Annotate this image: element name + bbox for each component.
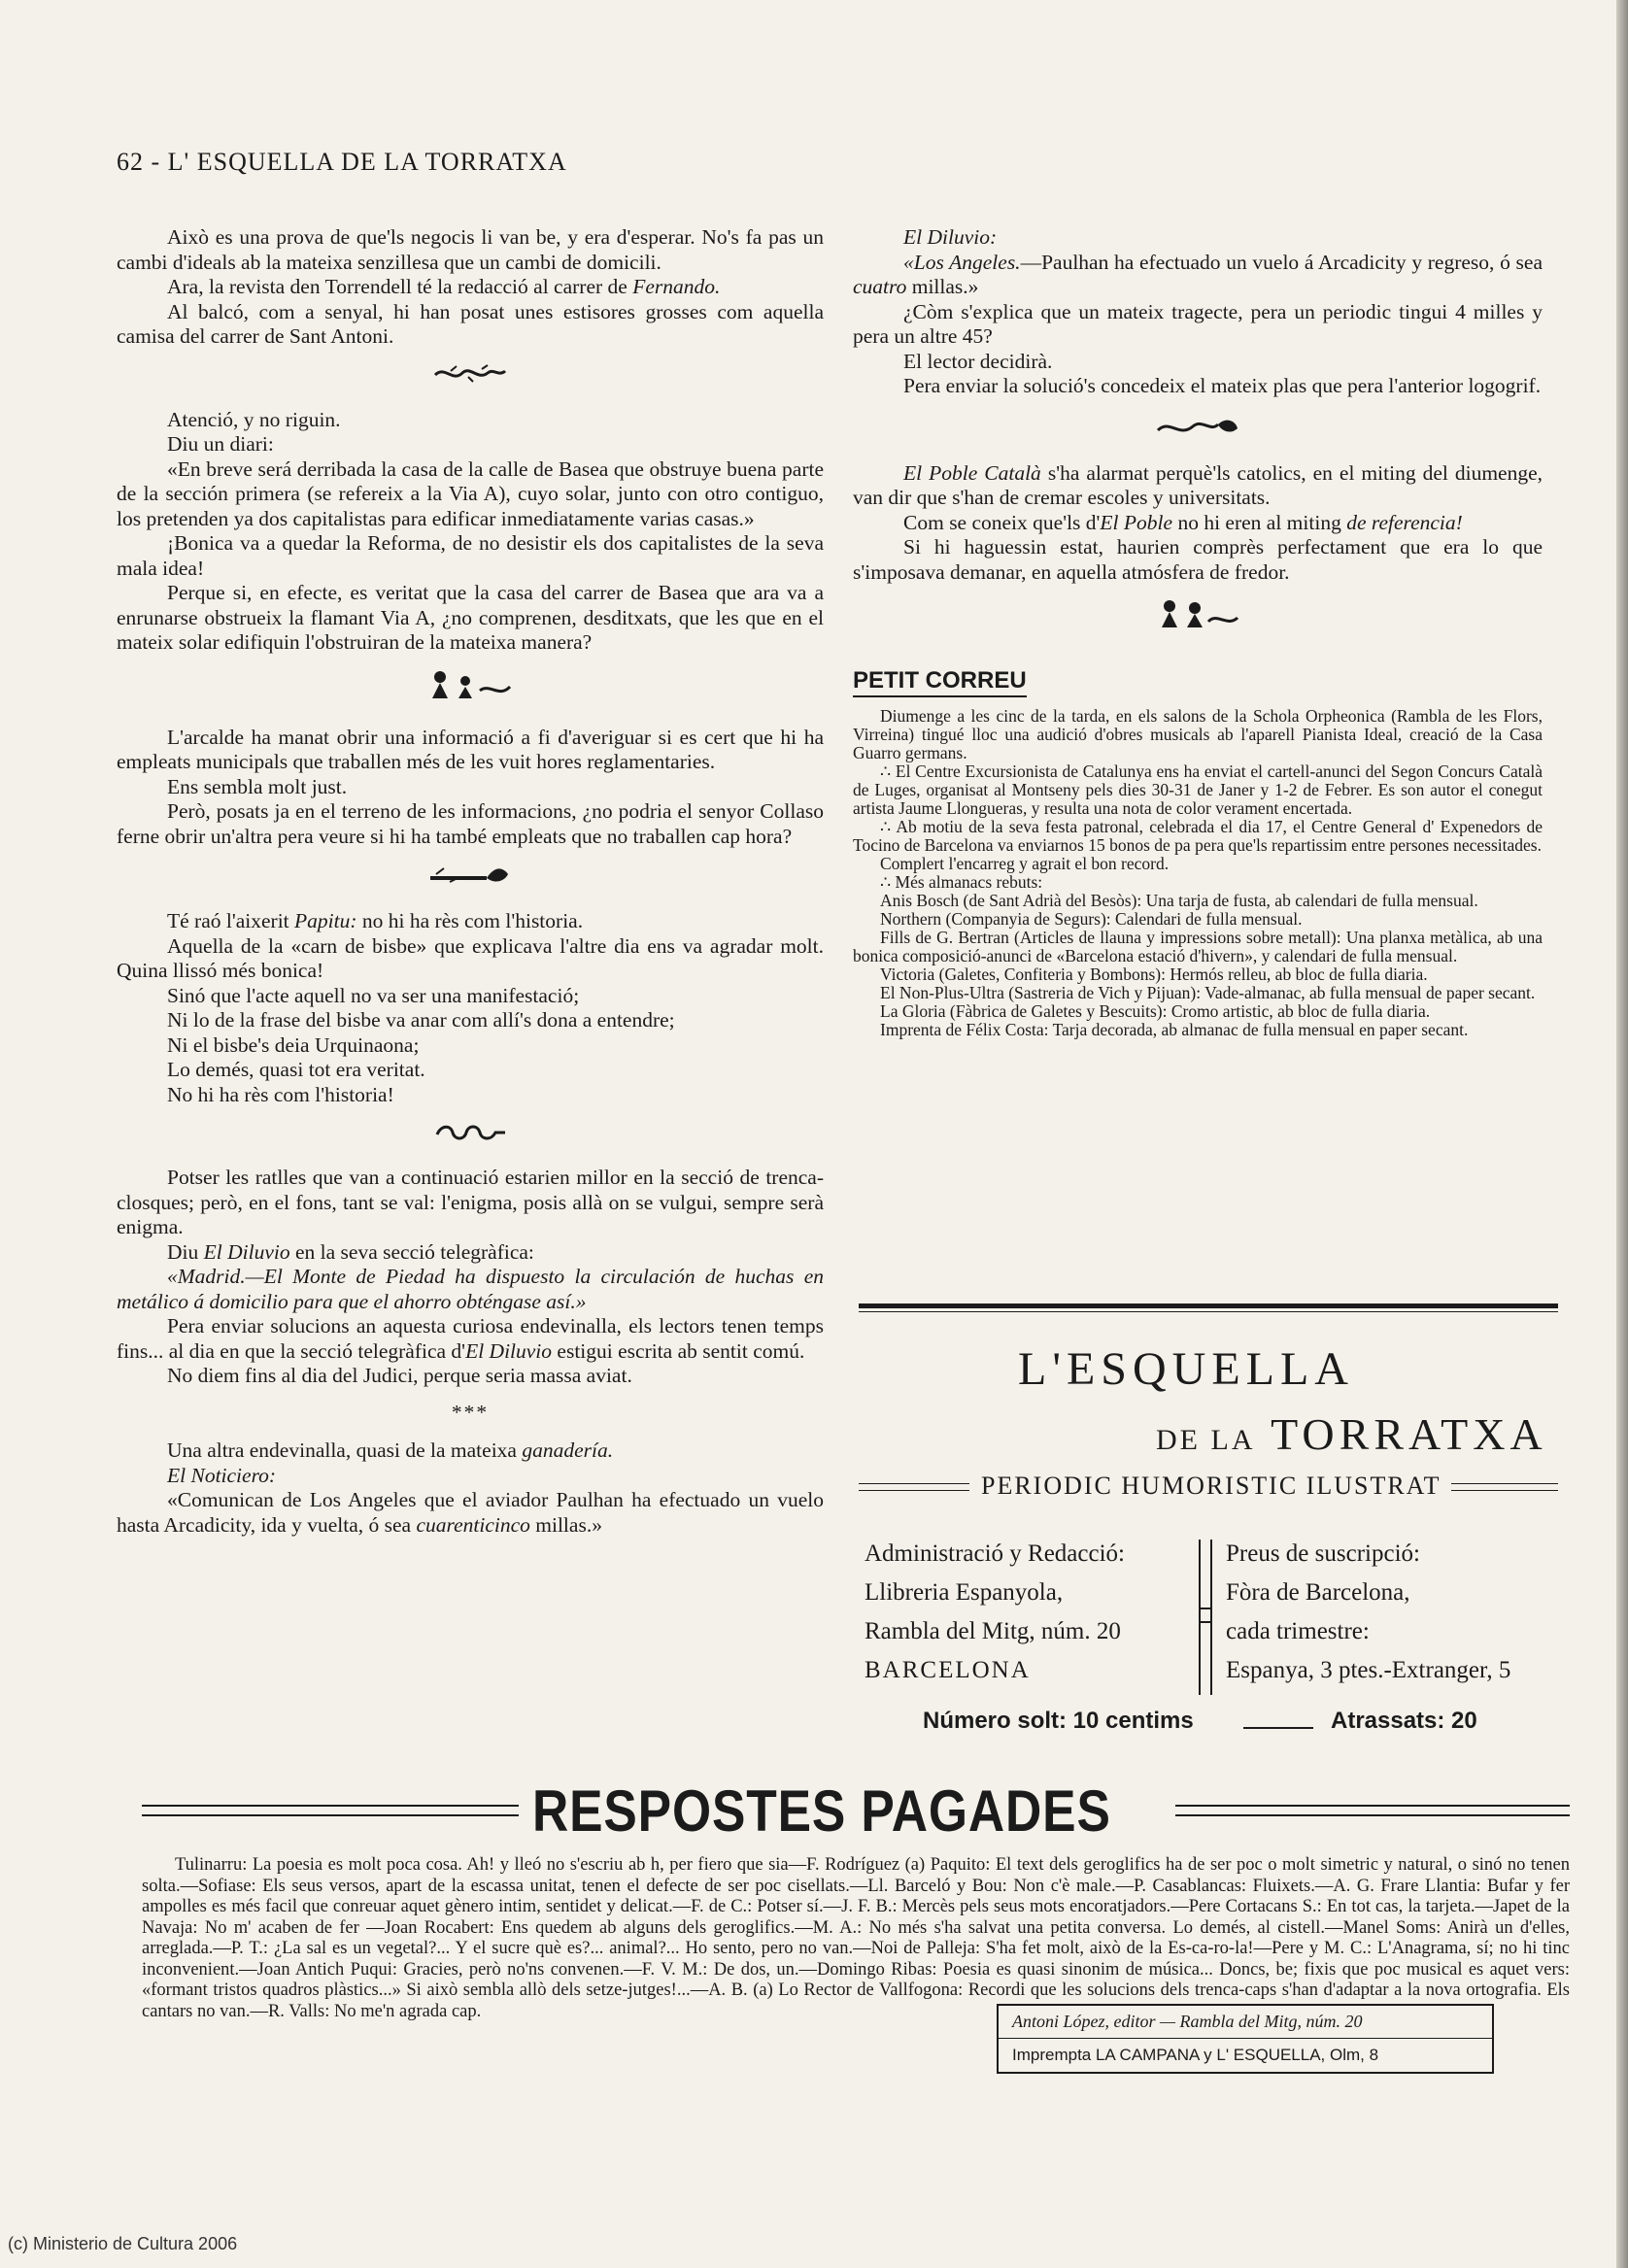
list-item: ∴ Ab motiu de la seva festa patronal, celebrada el dia 17, el Centre General d' Expenedors de Tocino de Barcelona va enviarnos 15 bonos de pa pera que'ls repartissim entre persones necessitades. — [853, 816, 1543, 855]
price-separator — [1243, 1727, 1313, 1729]
verse-line: Lo demés, quasi tot era veritat. — [167, 1058, 425, 1081]
paragraph: Però, posats ja en el terreno de les informacions, ¿no podria el senyor Collaso ferne obrir un'altra pera veure si hi ha també empleats que no traballen cap hora? — [117, 799, 824, 848]
paragraph: El lector decidirà. — [903, 349, 1053, 373]
paragraph: Aquella de la «carn de bisbe» que explicava l'altre dia ens va agradar molt. Quina llissó més bonica! — [117, 933, 824, 982]
masthead-double-rule — [859, 1483, 969, 1491]
back-issue-price: Atrassats: 20 — [1331, 1708, 1477, 1734]
verse-line: Sinó que l'acte aquell no va ser una manifestació; — [167, 983, 580, 1007]
ornament-figures — [426, 669, 514, 702]
asterism: *** — [451, 1400, 490, 1424]
paragraph: Diu un diari: — [167, 432, 274, 456]
list-item: Anis Bosch (de Sant Adrià del Besòs): Una tarja de fusta, ab calendari de fulla mensual. — [880, 890, 1478, 910]
paragraph: Potser les ratlles que van a continuació estarien millor en la secció de trenca-closques; però, en el fons, tant se val: l'enigma, posis allà on se vulgui, sempre serà enigma. — [117, 1166, 824, 1238]
paragraph: Pera enviar la solució's concedeix el mateix plas que pera l'anterior logogrif. — [903, 374, 1542, 397]
verse-line: Ni lo de la frase del bisbe va anar com allí's dona a entendre; — [167, 1008, 675, 1032]
list-item: Fills de G. Bertran (Articles de llauna y impressions sobre metall): Una planxa metàlica, ab una bonica composició-anunci de «Barcelona estació d'hivern», y calendari de fulla mensual. — [853, 927, 1543, 965]
paragraph: «Madrid.—El Monte de Piedad ha dispuesto la circulación de huchas en metálico á domicilio para que el ahorro obténgase así.» — [117, 1265, 824, 1313]
paragraph: Això es una prova de que'ls negocis li van be, y era d'esperar. No's fa pas un cambi d'ideals ab la mateixa senzillesa que un cambi de domicili. — [117, 225, 824, 274]
section-title-respostes-pagades: RESPOSTES PAGADES — [532, 1778, 1111, 1844]
ornament-divider — [431, 363, 509, 385]
masthead-double-rule — [1451, 1483, 1558, 1491]
masthead-subtitle: PERIODIC HUMORISTIC ILUSTRAT — [981, 1472, 1441, 1500]
divider-bar — [1199, 1540, 1212, 1695]
paragraph: Atenció, y no riguin. — [167, 407, 341, 431]
editor-line: Antoni López, editor — Rambla del Mitg, núm. 20 — [1012, 2012, 1363, 2031]
paragraph: Diu El Diluvio en la seva secció telegràfica: — [167, 1239, 534, 1264]
verse-line: No hi ha rès com l'historia! — [167, 1082, 394, 1106]
paragraph: «En breve será derribada la casa de la calle de Basea que obstruye buena parte de la sección primera (se refereix a la Via A), cuyo solar, junto con otro contiguo, los pretenden ya dos capitalistas para edificar inmediatamente varias casas.» — [117, 457, 824, 530]
paragraph: Al balcó, com a senyal, hi han posat unes estisores grosses com aquella camisa del carrer de Sant Antoni. — [117, 299, 824, 348]
paragraph: Ara, la revista den Torrendell té la redacció al carrer de Fernando. — [167, 275, 721, 298]
ornament-divider — [1154, 413, 1241, 438]
masthead-title: L'ESQUELLA — [1018, 1343, 1354, 1395]
paragraph: Una altra endevinalla, quasi de la mateixa ganadería. — [167, 1439, 614, 1462]
list-item: Victoria (Galetes, Confiteria y Bombons): Hermós relleu, ab bloc de fulla diaria. — [880, 964, 1428, 984]
list-item: El Non-Plus-Ultra (Sastreria de Vich y Pijuan): Vade-almanac, ab fulla mensual de paper secant. — [880, 982, 1536, 1002]
paragraph: ¡Bonica va a quedar la Reforma, de no desistir els dos capitalistes de la seva mala idea! — [117, 531, 824, 580]
paragraph: El Poble Català s'ha alarmat perquè'ls catolics, en el miting del diumenge, van dir que s'han de cremar escoles y universitats. — [853, 460, 1543, 509]
heading-double-rule — [142, 1805, 519, 1816]
list-item: Northern (Companyia de Segurs): Calendari de fulla mensual. — [880, 908, 1303, 929]
masthead-title-line2: DE LA TORRATXA — [1156, 1409, 1547, 1459]
paragraph: No diem fins al dia del Judici, perque seria massa aviat. — [167, 1364, 632, 1387]
paragraph: ¿Còm s'explica que un mateix tragecte, pera un periodic tingui 4 milles y pera un altre 45? — [853, 299, 1543, 348]
page-edge-shadow — [1616, 0, 1628, 2268]
ornament-divider — [431, 1121, 509, 1142]
paragraph: Pera enviar solucions an aquesta curiosa endevinalla, els lectors tenen temps fins... al dia en que la secció telegràfica d'El Diluvio estigui escrita ab sentit comú. — [117, 1314, 824, 1363]
paragraph: Té raó l'aixerit Papitu: no hi ha rès com l'historia. — [167, 909, 584, 932]
list-item: ∴ El Centre Excursionista de Catalunya ens ha enviat el cartell-anunci del Segon Concurs Català de Luges, organisat al Montseny pels dies 30-31 de Janer y 1-2 de Febrer. Es son autor el conegut artista Jaume Llongueras, y resulta una nota de color verament encertada. — [853, 761, 1543, 818]
ornament-figures — [1154, 598, 1241, 631]
imprint-box — [997, 2004, 1494, 2074]
responses-text: Tulinarru: La poesia es molt poca cosa. Ah! y lleó no s'escriu ab h, per fiero que sia—F. Rodríguez (a) Paquito: El text dels geroglifics ha de ser poc o molt simetric y natural, o sinó no tenen solta.—Sofiase: Els seus versos, apart de la escassa unitat, tenen el defecte de ser poc cisellats.—Ll. Barceló y Bou: Non c'è male.—P. Casablancas: Fluixets.—A. G. Frare Llantia: Bufar y fer ampolles es més facil que conreuar aquet gènero intim, sentidet y delicat.—F. de C.: Potser sí.—J. F. B.: Mercès pels seus mots encoratjadors.—Pere Cortacans S.: En tot cas, la tarjeta.—Japet de la Navaja: No m' acaben de fer —Joan Rocabert: Ens quedem ab alguns dels geroglifics.—M. A.: No més s'ha salvat una petita conversa. Lo demés, al cistell.—Manel Soms: Anirà un d'elles, arreglada.—P. T.: ¿La sal es un vegetal?... Y el sucre què es?... animal?... Ho sento, pero no van.—Noi de Palleja: S'ha fet molt, això de la Es-ca-ro-la!—Pere y M. C.: L'Anagrama, sí; no hi tinc inconvenient.—Joan Antich Puqui: Gracies, però no'ns convenen.—F. V. M.: De dos, un.—Domingo Ribas: Poesia es quasi sinonim de música... Doncs, be; fixis que poc musical es aquet vers: «formant tristos quadros plàstics...» Si això sembla allò dels setze-jutges!...—A. B. (a) Lo Rector de Vallfogona: Recordi que les solucions dels trenca-caps s'han d'adaptar a la nova ortografia. Els cantars no van.—R. Valls: No me'n agrada cap. — [142, 1855, 1570, 2021]
paragraph: L'arcalde ha manat obrir una informació a fi d'averiguar si es cert que hi ha empleats municipals que traballen més de les vuit hores reglamentaries. — [117, 725, 824, 773]
paragraph: El Noticiero: — [167, 1463, 277, 1487]
heading-double-rule — [1175, 1805, 1570, 1816]
paragraph: «Los Angeles.—Paulhan ha efectuado un vuelo á Arcadicity y regreso, ó sea cuatro millas.» — [853, 250, 1543, 298]
paragraph: «Comunican de Los Angeles que el aviador Paulhan ha efectuado un vuelo hasta Arcadicity, ida y vuelta, ó sea cuarenticinco millas.» — [117, 1488, 824, 1537]
list-item: Complert l'encarreg y agrait el bon record. — [880, 853, 1170, 873]
verse-line: Ni el bisbe's deia Urquinaona; — [167, 1032, 420, 1057]
paragraph: Com se coneix que'ls d'El Poble no hi eren al miting de referencia! — [903, 510, 1463, 534]
paragraph: Ens sembla molt just. — [167, 774, 348, 798]
subscription-prices: Preus de suscripció: Fòra de Barcelona, cada trimestre: Espanya, 3 ptes.-Extranger, 5 — [1226, 1540, 1511, 1683]
running-head: 62 - L' ESQUELLA DE LA TORRATXA — [117, 148, 567, 176]
petit-correu-list — [853, 707, 1543, 1039]
single-issue-price: Número solt: 10 centims — [923, 1708, 1194, 1734]
paragraph: Si hi haguessin estat, haurien comprès perfectament que era lo que s'imposava demanar, en aquella atmósfera de fredor. — [853, 535, 1543, 584]
list-item: La Gloria (Fàbrica de Galetes y Bescuits): Cromo artistic, ab bloc de fulla diaria. — [880, 1000, 1431, 1021]
printer-line: Imprempta LA CAMPANA y L' ESQUELLA, Olm, 8 — [1012, 2046, 1379, 2064]
ornament-divider — [426, 863, 514, 886]
section-title-petit-correu: PETIT CORREU — [853, 668, 1027, 697]
copyright-notice: (c) Ministerio de Cultura 2006 — [8, 2234, 238, 2253]
administration-block: Administració y Redacció: Llibreria Espanyola, Rambla del Mitg, núm. 20 BARCELONA — [865, 1540, 1125, 1683]
paragraph: El Diluvio: — [903, 225, 998, 249]
left-column — [117, 225, 824, 1538]
list-item: ∴ Més almanacs rebuts: — [880, 871, 1043, 892]
list-item: Diumenge a les cinc de la tarda, en els salons de la Schola Orpheonica (Rambla de les Flors, Virreina) tingué lloc una audició d'obres musicals ab l'aparell Pianista Ideal, creació de la Casa Guarro germans. — [853, 705, 1543, 762]
right-column — [853, 225, 1543, 1039]
list-item: Imprenta de Félix Costa: Tarja decorada, ab almanac de fulla mensual en paper secant. — [880, 1019, 1469, 1039]
masthead-rule — [859, 1311, 1558, 1312]
masthead-rule — [859, 1303, 1558, 1308]
paragraph: Perque si, en efecte, es veritat que la casa del carrer de Basea que ara va a enrunarse obstrueix la flamant Via A, ¿no comprenen, desditxats, que les que en el mateix solar edifiquin l'obstruiran de la mateixa manera? — [117, 581, 824, 654]
